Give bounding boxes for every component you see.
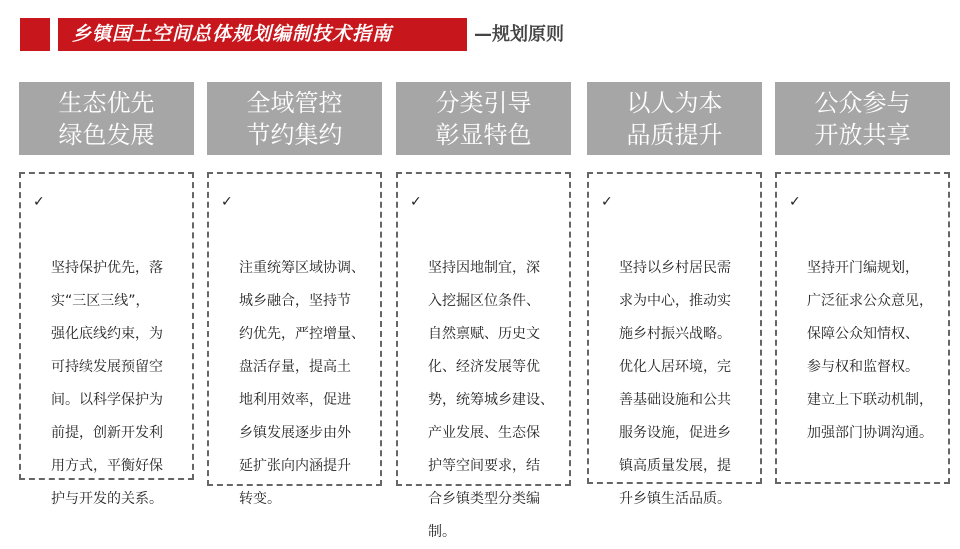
principle-header-2 <box>207 82 382 155</box>
principle-text-1 <box>33 186 182 516</box>
principle-text-2 <box>221 186 370 516</box>
principle-box-5 <box>775 172 950 484</box>
principle-body-2: 注重统筹区域协调、 城乡融合，坚持节 约优先，严控增量、 盘活存量，提高土 地利用效率，促进 乡镇发展逐步由外 延扩张向内涵提升 转变。 <box>239 260 365 507</box>
principle-header-1 <box>19 82 194 155</box>
principle-text-3 <box>410 186 559 549</box>
principle-header-2-line2: 节约集约 <box>246 120 343 149</box>
principle-body-1: 坚持保护优先，落 实“三区三线”， 强化底线约束，为 可持续发展预留空 间。以科学保护为 前提，创新开发利 用方式，平衡好保 护与开发的关系。 <box>51 260 163 507</box>
principle-header-3 <box>396 82 571 155</box>
principle-header-1-line1: 生态优先 <box>58 88 155 117</box>
page-subtitle: —规划原则 <box>474 24 564 45</box>
principle-header-5-line1: 公众参与 <box>814 88 911 117</box>
principle-header-4-line2: 品质提升 <box>626 120 723 149</box>
principle-body-5: 坚持开门编规划， 广泛征求公众意见， 保障公众知情权、 参与权和监督权。 建立上下联动机制， 加强部门协调沟通。 <box>807 260 933 441</box>
check-icon: ✓ <box>410 194 422 210</box>
check-icon: ✓ <box>33 194 45 210</box>
principle-header-4 <box>587 82 762 155</box>
principle-header-5 <box>775 82 950 155</box>
banner-accent-block <box>20 18 50 51</box>
principle-header-4-line1: 以人为本 <box>626 88 723 117</box>
principle-body-3: 坚持因地制宜，深 入挖掘区位条件、 自然禀赋、历史文 化、经济发展等优 势，统筹城乡建设、 产业发展、生态保 护等空间要求，结 合乡镇类型分类编 制。 <box>428 260 554 540</box>
check-icon: ✓ <box>221 194 233 210</box>
check-icon: ✓ <box>789 194 801 210</box>
principle-header-3-line1: 分类引导 <box>435 88 532 117</box>
principle-box-4 <box>587 172 762 507</box>
principle-text-4 <box>601 186 750 516</box>
page-title: 乡镇国土空间总体规划编制技术指南 <box>58 18 467 51</box>
check-icon: ✓ <box>601 194 613 210</box>
principle-body-4: 坚持以乡村居民需 求为中心，推动实 施乡村振兴战略。 优化人居环境，完 善基础设施和公共 服务设施，促进乡 镇高质量发展，提 升乡镇生活品质。 <box>619 260 731 507</box>
principle-header-3-line2: 彰显特色 <box>435 120 532 149</box>
principle-box-1 <box>19 172 194 507</box>
title-banner <box>20 18 467 51</box>
principle-header-5-line2: 开放共享 <box>814 120 911 149</box>
principle-text-5 <box>789 186 938 450</box>
principle-header-1-line2: 绿色发展 <box>58 120 155 149</box>
principle-box-3 <box>396 172 571 540</box>
principle-box-2 <box>207 172 382 507</box>
principle-header-2-line1: 全域管控 <box>246 88 343 117</box>
